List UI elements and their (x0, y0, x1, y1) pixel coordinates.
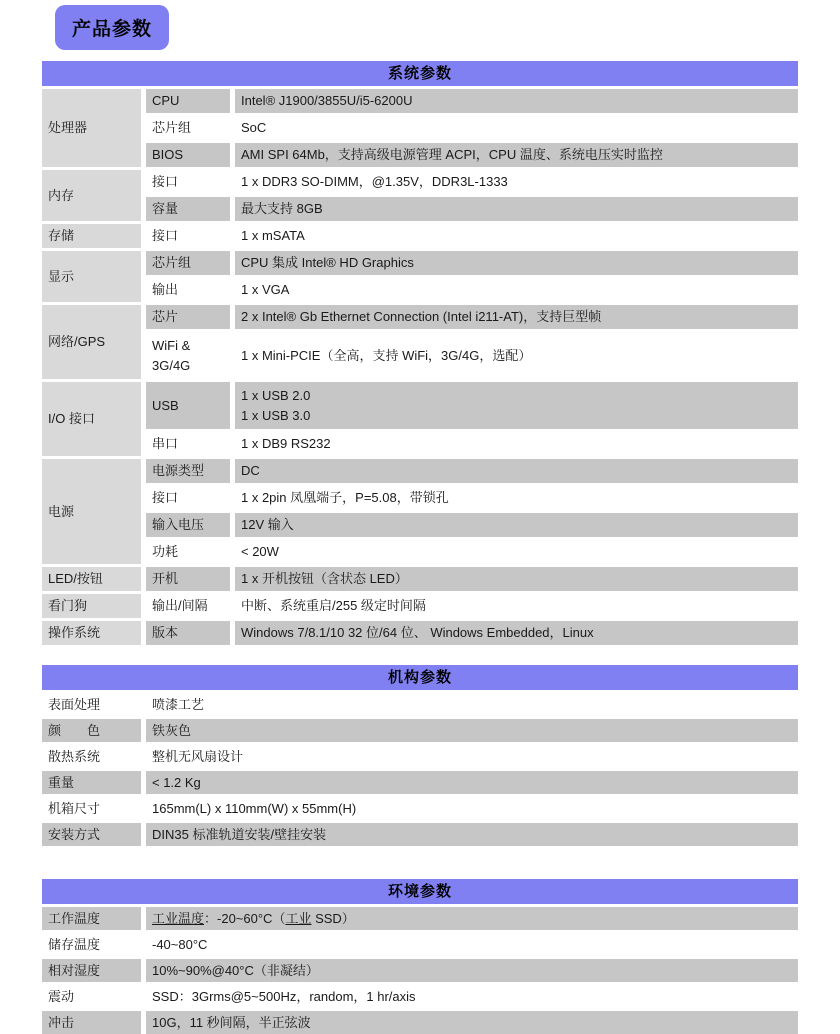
spec-value-cell: 165mm(L) x 110mm(W) x 55mm(H) (146, 797, 798, 820)
spec-label-cell: 相对湿度 (42, 959, 141, 982)
spec-label-cell: 开机 (146, 567, 230, 591)
spec-label-cell: 功耗 (146, 540, 230, 564)
category-cell: I/O 接口 (42, 382, 141, 456)
spec-label-cell: BIOS (146, 143, 230, 167)
underlined-text: 工业温度 (152, 910, 205, 926)
spec-value-cell: 1 x mSATA (235, 224, 798, 248)
spec-label-cell: 重量 (42, 771, 141, 794)
spec-label-cell: 颜 色 (42, 719, 141, 742)
spec-value-cell: 12V 输入 (235, 513, 798, 537)
category-cell: 电源 (42, 459, 141, 564)
spec-label-cell: 容量 (146, 197, 230, 221)
spec-value-cell: SSD：3Grms@5~500Hz，random，1 hr/axis (146, 985, 798, 1008)
mechanical-params-title: 机构参数 (42, 665, 798, 690)
spec-value-cell: CPU 集成 Intel® HD Graphics (235, 251, 798, 275)
spec-value-cell: DIN35 标准轨道安装/壁挂安装 (146, 823, 798, 846)
category-cell: 内存 (42, 170, 141, 221)
category-cell: 处理器 (42, 89, 141, 167)
spec-value-cell: 1 x Mini-PCIE（全高，支持 WiFi，3G/4G，选配） (235, 332, 798, 379)
spec-label-cell: CPU (146, 89, 230, 113)
spec-label-cell: 输入电压 (146, 513, 230, 537)
category-cell: 存储 (42, 224, 141, 248)
spec-label-cell: 版本 (146, 621, 230, 645)
spec-label-cell: 表面处理 (42, 693, 141, 716)
spec-value-cell: 1 x DDR3 SO-DIMM，@1.35V，DDR3L-1333 (235, 170, 798, 194)
spec-value-cell: < 20W (235, 540, 798, 564)
spec-label-cell: 接口 (146, 486, 230, 510)
category-cell: 显示 (42, 251, 141, 302)
spec-value-cell: Intel® J1900/3855U/i5-6200U (235, 89, 798, 113)
spec-value-cell: 10%~90%@40°C（非凝结） (146, 959, 798, 982)
category-cell: 看门狗 (42, 594, 141, 618)
category-cell: LED/按钮 (42, 567, 141, 591)
spec-value-cell: 中断、系统重启/255 级定时间隔 (235, 594, 798, 618)
spec-label-cell: 散热系统 (42, 745, 141, 768)
spec-label-cell: 震动 (42, 985, 141, 1008)
spec-label-cell: 机箱尺寸 (42, 797, 141, 820)
spec-value-cell: -40~80°C (146, 933, 798, 956)
spec-value-cell: AMI SPI 64Mb，支持高级电源管理 ACPI，CPU 温度、系统电压实时监控 (235, 143, 798, 167)
spec-value-cell: 喷漆工艺 (146, 693, 798, 716)
system-params-grid (42, 89, 798, 645)
spec-label-cell: 芯片组 (146, 251, 230, 275)
underlined-text: 工业 (285, 910, 312, 926)
spec-label-cell: 接口 (146, 224, 230, 248)
spec-value-cell (146, 907, 798, 930)
spec-label-cell: 安装方式 (42, 823, 141, 846)
spec-label-cell: WiFi & 3G/4G (146, 332, 230, 379)
spec-value-cell: 1 x VGA (235, 278, 798, 302)
spec-value-cell: SoC (235, 116, 798, 140)
spec-label-cell: 工作温度 (42, 907, 141, 930)
spec-label-cell: 芯片 (146, 305, 230, 329)
plain-text: ：-20~60°C（ (204, 910, 286, 926)
spec-label-cell: USB (146, 382, 230, 429)
plain-text: SSD） (311, 910, 355, 926)
system-params-table (42, 61, 798, 645)
system-params-title: 系统参数 (42, 61, 798, 86)
spec-label-cell: 电源类型 (146, 459, 230, 483)
spec-value-cell: 2 x Intel® Gb Ethernet Connection (Intel i211-AT)，支持巨型帧 (235, 305, 798, 329)
spec-label-cell: 接口 (146, 170, 230, 194)
spec-value-cell: 整机无风扇设计 (146, 745, 798, 768)
spec-label-cell: 冲击 (42, 1011, 141, 1034)
environment-params-grid (42, 907, 798, 1034)
spec-value-cell: 1 x 2pin 凤凰端子，P=5.08，带锁孔 (235, 486, 798, 510)
spec-value-cell: 最大支持 8GB (235, 197, 798, 221)
spec-label-cell: 输出 (146, 278, 230, 302)
spec-value-cell: 1 x 开机按钮（含状态 LED） (235, 567, 798, 591)
spec-value-cell: 10G，11 秒间隔，半正弦波 (146, 1011, 798, 1034)
environment-params-title: 环境参数 (42, 879, 798, 904)
spec-label-cell: 输出/间隔 (146, 594, 230, 618)
category-cell: 网络/GPS (42, 305, 141, 379)
spec-value-cell: 1 x DB9 RS232 (235, 432, 798, 456)
mechanical-params-grid (42, 693, 798, 846)
environment-params-table (42, 879, 798, 1034)
page-title-badge: 产品参数 (55, 5, 169, 50)
spec-label-cell: 串口 (146, 432, 230, 456)
spec-value-cell: Windows 7/8.1/10 32 位/64 位、 Windows Embedded，Linux (235, 621, 798, 645)
spec-value-cell: 铁灰色 (146, 719, 798, 742)
spec-value-cell: < 1.2 Kg (146, 771, 798, 794)
mechanical-params-table (42, 665, 798, 846)
spec-label-cell: 储存温度 (42, 933, 141, 956)
spec-value-cell: DC (235, 459, 798, 483)
category-cell: 操作系统 (42, 621, 141, 645)
spec-label-cell: 芯片组 (146, 116, 230, 140)
spec-value-cell: 1 x USB 2.0 1 x USB 3.0 (235, 382, 798, 429)
